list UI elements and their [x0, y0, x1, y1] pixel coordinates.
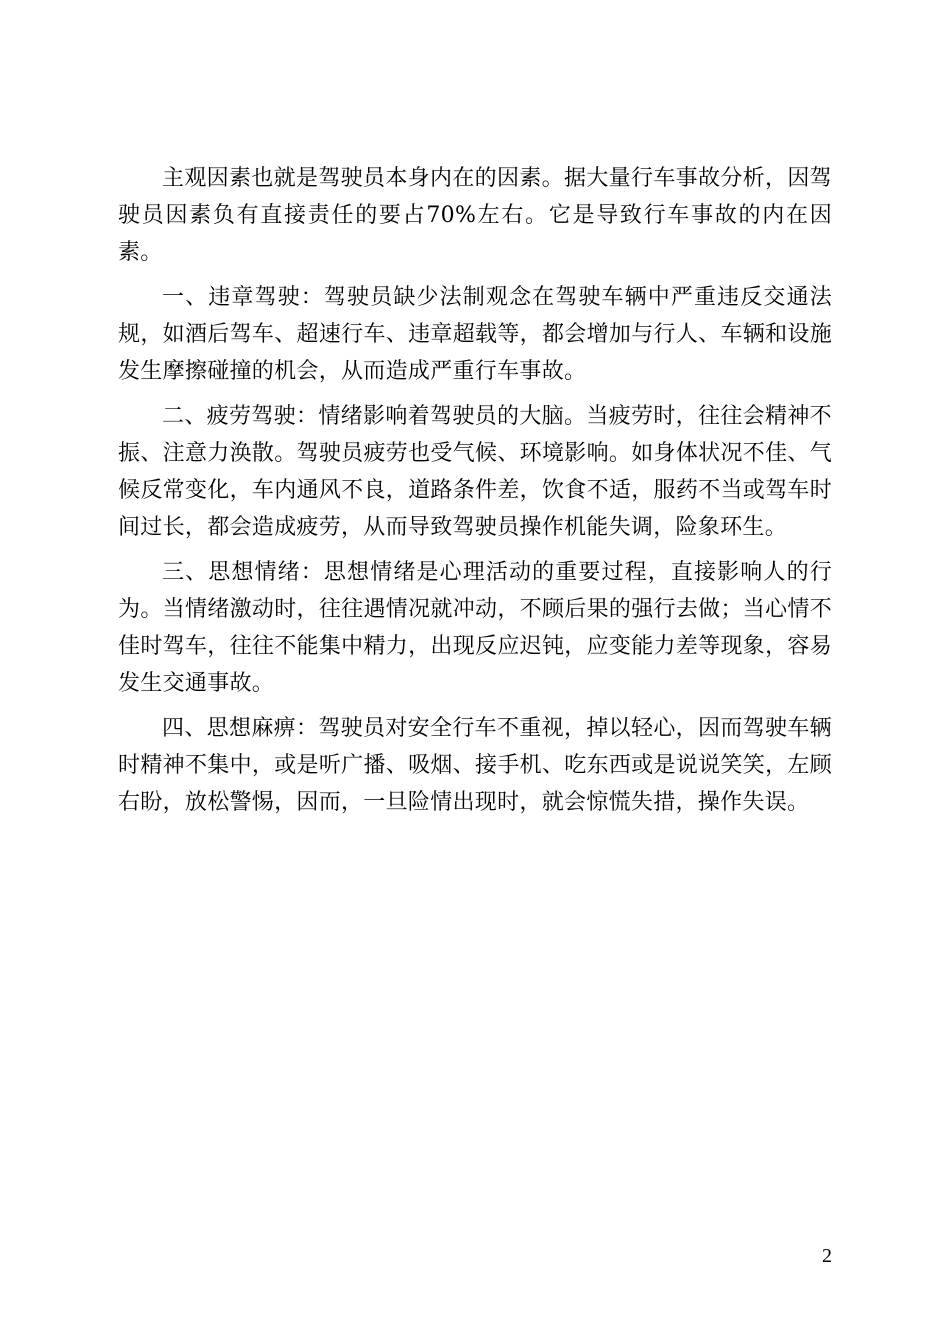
body-text	[118, 160, 832, 829]
paragraph-fatigue-driving: 二、疲劳驾驶：情绪影响着驾驶员的大脑。当疲劳时，往往会精神不振、注意力涣散。驾驶员疲劳也受气候、环境影响。如身体状况不佳、气候反常变化，车内通风不良，道路条件差，饮食不适，服药不当或驾车时间过长，都会造成疲劳，从而导致驾驶员操作机能失调，险象环生。	[118, 404, 832, 540]
paragraph-carelessness: 四、思想麻痹：驾驶员对安全行车不重视，掉以轻心，因而驾驶车辆时精神不集中，或是听广播、吸烟、接手机、吃东西或是说说笑笑，左顾右盼，放松警惕，因而，一旦险情出现时，就会惊慌失措，操作失误。	[118, 716, 832, 815]
paragraph-emotions: 三、思想情绪：思想情绪是心理活动的重要过程，直接影响人的行为。当情绪激动时，往往遇情况就冲动，不顾后果的强行去做；当心情不佳时驾车，往往不能集中精力，出现反应迟钝，应变能力差等现象，容易发生交通事故。	[118, 560, 832, 696]
paragraph-violation-driving: 一、违章驾驶：驾驶员缺少法制观念在驾驶车辆中严重违反交通法规，如酒后驾车、超速行车、违章超载等，都会增加与行人、车辆和设施发生摩擦碰撞的机会，从而造成严重行车事故。	[118, 285, 832, 384]
page-number: 2	[822, 1245, 832, 1267]
paragraph-intro: 主观因素也就是驾驶员本身内在的因素。据大量行车事故分析，因驾驶员因素负有直接责任的要占70%左右。它是导致行车事故的内在因素。	[118, 166, 832, 265]
